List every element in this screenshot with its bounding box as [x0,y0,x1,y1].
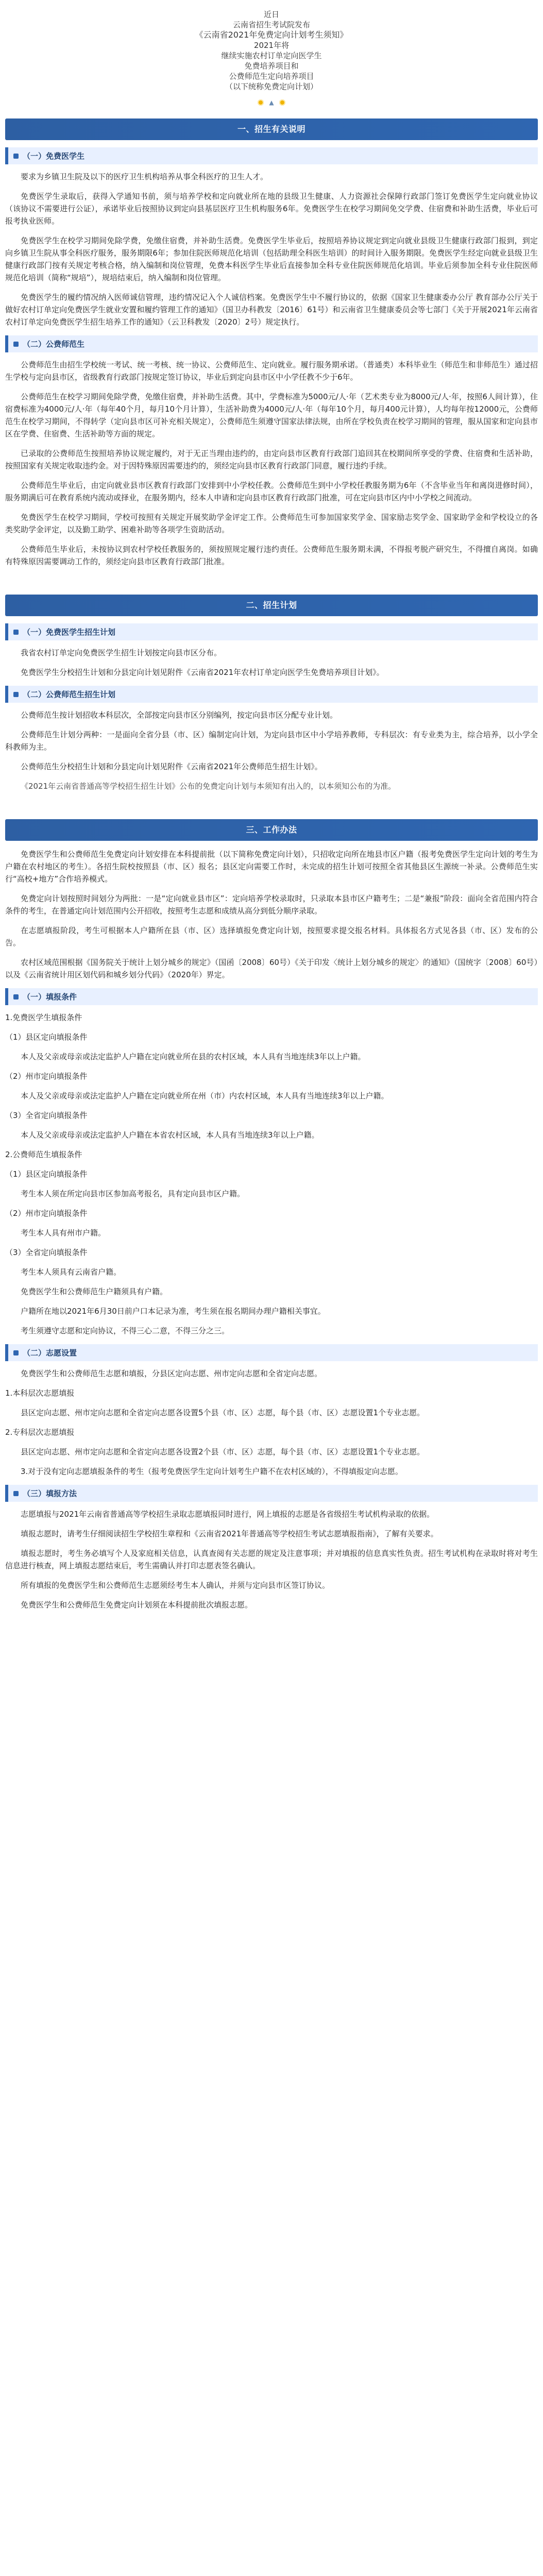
subsection-title-text: （二）公费师范生 [23,340,85,349]
list-item: （2）州市定向填报条件 [5,1209,88,1218]
list-item: 所有填报的免费医学生和公费师范生志愿须经考生本人确认，并须与定向县市区签订协议。 [21,1581,330,1590]
list-item: （3）全省定向填报条件 [5,1111,88,1120]
paragraph: 免费医学生在校学习期间免除学费，免缴住宿费，并补助生活费。免费医学生毕业后，按照培养协议规定到定向就业县级卫生健康行政部门报到，到定向乡镇卫生院从事全科医疗服务，服务期限6年；参加住院医师规范化培训（包括助理全科医生培训）的时间计入服务期限。免费医学生经定向就业县级卫生健康行政部门按有关规定考核合格，纳入编制和岗位管理，免费本科医学生毕业后直接参加全科专业住院医师规范化培训。毕业后须参加全科专业住院医师规范化培训（简称“规培”），规培结束后，纳入编制和岗位管理。 [5,236,538,282]
list-item: 县区定向志愿、州市定向志愿和全省定向志愿各设置2个县（市、区）志愿，每个县（市、区）志愿设置1个专业志愿。 [21,1447,425,1456]
subsection-title [5,147,538,164]
list [5,1011,538,1337]
list-item: （3）全省定向填报条件 [5,1248,88,1257]
list-item: 考生本人须具有云南省户籍。 [21,1267,122,1277]
header-line: 近日 [263,10,279,19]
list-item: 县区定向志愿、州市定向志愿和全省定向志愿各设置5个县（市、区）志愿，每个县（市、区）志愿设置1个专业志愿。 [21,1408,425,1417]
list-item: （1）县区定向填报条件 [5,1170,88,1179]
section-title: 三、工作办法 [5,819,538,841]
brand-dot-icon [258,99,264,106]
header-line: （以下统称免费定向计划） [225,82,318,91]
header [5,9,538,92]
section-1 [5,118,538,568]
section-bullet-icon [13,1491,19,1496]
paragraph: 免费医学生录取后，获得入学通知书前，须与培养学校和定向就业所在地的县级卫生健康、人力资源社会保障行政部门签订免费医学生定向就业协议（该协议不需要进行公证），承诺毕业后按照协议到定向县基层医疗卫生机构服务6年。免费医学生在校学习期间免交学费、住宿费和补助生活费，毕业后可报考执业医师。 [5,192,538,226]
section-3 [5,819,538,1611]
paragraph: 免费医学生和公费师范生免费定向计划安排在本科提前批（以下简称免费定向计划），只招收定向所在地县市区户籍（报考免费医学生定向计划的考生为户籍在农村地区的考生）。各招生院校按照县（市、区）报名；县区定向需要工作时，未完成的招生计划可按照全省其他县区生源统一补录。公费师范生实行“高校+地方”合作培养模式。 [5,850,538,884]
paragraph: 公费师范生在校学习期间免除学费，免缴住宿费，并补助生活费。其中，学费标准为5000元/人·年（艺术类专业为8000元/人·年，按照6人间计算），住宿费标准为4000元/人·年（每年40个月，每月10个月计算），生活补助费为4000元/人·年（每年10个月，每月400元计算），人均每年按12000元，公费师范生在校学习期间，不得转学（定向县市区可补充相关规定），公费师范生须遵守国家法律法规，由所在学校负责在校学习期间的管理，服从国家和定向县市区在学费、住宿费、生活补助等方面的规定。 [5,392,538,438]
subsection-title-text: （二）公费师范生招生计划 [23,690,116,699]
paragraph: 农村区域范围根据《国务院关于统计上划分城乡的规定》（国函〔2008〕60号）《关于印发〈统计上划分城乡的规定〉的通知》（国统字〔2008〕60号）以及《云南省统计用区划代码和城乡划分代码》（2020年）界定。 [5,958,538,979]
section-bullet-icon [13,342,19,347]
paragraph: 免费医学生和公费师范生免费定向计划须在本科提前批次填报志愿。 [21,1600,253,1609]
list-item: （1）县区定向填报条件 [5,1032,88,1042]
list-item: 免费医学生和公费师范生志愿和填报，分县区定向志愿、州市定向志愿和全省定向志愿。 [21,1369,323,1378]
list-item: 填报志愿时，请考生仔细阅读招生学校招生章程和《云南省2021年普通高等学校招生考试志愿填报指南》，了解有关要求。 [21,1529,438,1538]
brand-dot-icon [279,99,285,106]
section-title: 一、招生有关说明 [5,118,538,140]
paragraph: 公费师范生由招生学校统一考试、统一考核、统一协议、公费师范生、定向就业。履行服务期承诺。（普通类）本科毕业生（师范生和非师范生）通过招生学校与定向县市区，省级教育行政部门按规定签订协议，毕业后到定向县市区中小学任教不少于6年。 [5,360,538,382]
list [5,1508,538,1591]
list-item: 填报志愿时，考生务必填写个人及家庭相关信息，认真查阅有关志愿的规定及注意事项；并对填报的信息真实性负责。招生考试机构在录取时将对考生信息进行核查，网上填报志愿结束后，考生需确认并打印志愿表签名确认。 [5,1549,538,1570]
list-item: （2）州市定向填报条件 [5,1072,88,1081]
header-line-title: 《云南省2021年免费定向计划考生须知》 [195,30,348,40]
header-line: 免费培养项目和 [244,61,299,71]
list-item: 1.免费医学生填报条件 [5,1013,82,1022]
brand-mark: ▲ [269,99,274,106]
list [5,1367,538,1478]
list-item: 志愿填报与2021年云南省普通高等学校招生录取志愿填报同时进行，网上填报的志愿是各省级招生考试机构录取的依据。 [21,1510,435,1519]
list-item: 考生本人须在所定向县市区参加高考报名，具有定向县市区户籍。 [21,1189,245,1198]
subsection-title-text: （一）免费医学生招生计划 [23,628,116,637]
list-item: 本人及父亲或母亲或法定监护人户籍在本省农村区域，本人具有当地连续3年以上户籍。 [21,1130,319,1140]
list-item: 考生须遵守志愿和定向协议，不得三心二意，不得三分之三。 [21,1326,230,1335]
paragraph: 要求为乡镇卫生院及以下的医疗卫生机构培养从事全科医疗的卫生人才。 [21,172,268,181]
list-item: 免费医学生和公费师范生户籍须具有户籍。 [21,1287,168,1296]
brand-row [5,99,538,106]
section-bullet-icon [13,1350,19,1355]
list-item: 2.公费师范生填报条件 [5,1150,82,1159]
list-item: 本人及父亲或母亲或法定监护人户籍在定向就业所在县的农村区域，本人具有当地连续3年以上户籍。 [21,1052,366,1061]
paragraph: 公费师范生分校招生计划和分县定向计划见附件《云南省2021年公费师范生招生计划》。 [21,762,323,771]
paragraph: 《2021年云南省普通高等学校招生招生计划》公布的免费定向计划与本须知有出入的，以本须知公布的为准。 [21,782,396,791]
paragraph: 免费医学生分校招生计划和分县定向计划见附件《云南省2021年农村订单定向医学生免费培养项目计划》。 [21,668,384,677]
section-bullet-icon [13,994,19,999]
subsection-title-text: （一）填报条件 [23,992,77,1002]
subsection-title-text: （三）填报方法 [23,1489,77,1498]
paragraph: 免费医学生在校学习期间，学校可按照有关规定开展奖助学金评定工作。公费师范生可参加国家奖学金、国家励志奖学金、国家助学金和学校设立的各类奖助学金评定，以及勤工助学、困难补助等各项学生资助活动。 [5,513,538,534]
subsection-title-text: （一）免费医学生 [23,151,85,161]
header-line: 云南省招生考试院发布 [232,20,310,29]
subsection-title [5,335,538,352]
paragraph: 公费师范生毕业后，未按协议到农村学校任教服务的，须按照规定履行违约责任。公费师范生服务期未满，不得报考脱产研究生，不得擅自离岗。如确有特殊原因需要调动工作的，须经定向县市区教育行政部门批准。 [5,545,538,566]
section-2 [5,595,538,792]
subsection-title [5,623,538,640]
list-item: 1.本科层次志愿填报 [5,1388,75,1398]
header-line: 2021年将 [253,41,290,50]
paragraph: 公费师范生毕业后，由定向就业县市区教育行政部门安排到中小学校任教。公费师范生到中小学校任教服务期为6年（不含毕业当年和离岗进修时间），服务期满后可在教育系统内流动或择业，在服务期内，经本人申请和定向县市区教育行政部门批准，可在定向县市区内中小学校之间流动。 [5,481,538,502]
subsection-title [5,686,538,703]
list-item: 2.专科层次志愿填报 [5,1428,75,1437]
paragraph: 在志愿填报阶段，考生可根据本人户籍所在县（市、区）选择填报免费定向计划，按照要求提交报名材料。具体报名方式见各县（市、区）发布的公告。 [5,926,538,947]
paragraph: 公费师范生按计划招收本科层次，全部按定向县市区分别编列，按定向县市区分配专业计划。 [21,710,338,720]
subsection-title [5,1344,538,1361]
paragraph: 我省农村订单定向免费医学生招生计划按定向县市区分布。 [21,648,222,657]
subsection-title [5,988,538,1005]
list-item: 3.对于没有定向志愿填报条件的考生（报考免费医学生定向计划考生户籍不在农村区域的），不得填报定向志愿。 [21,1467,403,1476]
paragraph: 免费定向计划按照时间划分为两批：一是“定向就业县市区”：定向培养学校录取时，只录取本县市区户籍考生；二是“兼报”阶段：面向全省范围内符合条件的考生，在普通定向计划范围内公开招收，按照考生志愿和成绩从高分到低分顺序录取。 [5,894,538,916]
section-bullet-icon [13,630,19,635]
list-item: 考生本人具有州市户籍。 [21,1228,106,1238]
list-item: 本人及父亲或母亲或法定监护人户籍在定向就业所在州（市）内农村区域，本人具有当地连续3年以上户籍。 [21,1091,389,1100]
section-bullet-icon [13,154,19,159]
paragraph: 免费医学生的履约情况纳入医师诚信管理，违约情况记入个人诚信档案。免费医学生中不履行协议的，依据《国家卫生健康委办公厅 教育部办公厅关于做好农村订单定向免费医学生就业安置和履约管理工作的通知》（国卫办科教发〔2016〕61号）和云南省卫生健康委员会等七部门《关于开展2021年云南省农村订单定向免费医学生招生培养工作的通知》（云卫科教发〔2020〕2号）规定执行。 [5,293,538,327]
header-line: 公费师范生定向培养项目 [229,72,314,81]
subsection-title-text: （二）志愿设置 [23,1348,77,1358]
paragraph: 公费师范生计划分两种：一是面向全省分县（市、区）编制定向计划，为定向县市区中小学培养教师，专科层次：有专业类为主，综合培养，以小学全科教师为主。 [5,730,538,752]
section-title: 二、招生计划 [5,595,538,616]
header-line: 继续实施农村订单定向医学生 [221,51,322,60]
paragraph: 已录取的公费师范生按照培养协议规定履约，对于无正当理由违约的，由定向县市区教育行政部门追回其在校期间所享受的学费、住宿费和生活补助，按照国家有关规定收取违约金。对于因特殊原因需要违约的，须经定向县市区教育行政部门同意，履行违约手续。 [5,449,538,470]
list-item: 户籍所在地以2021年6月30日前户口本记录为准，考生须在报名期间办理户籍相关事宜。 [21,1307,326,1316]
section-bullet-icon [13,692,19,697]
subsection-title [5,1485,538,1502]
